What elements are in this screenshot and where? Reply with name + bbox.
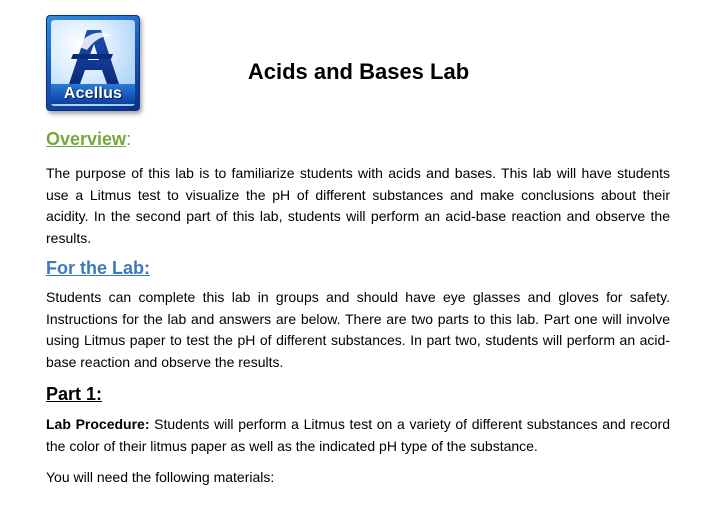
part1-heading: Part 1: [46,384,103,404]
for-the-lab-paragraph: Students can complete this lab in groups and should have eye glasses and gloves for safety. Instructions for the lab and answers are below. There are two parts to this lab. Part one will involve using Litmus paper to test the pH of different substances. In part two, students will perform an acid- base reaction and observe the results. [46,289,670,370]
materials-intro: You will need the following materials: [46,469,275,485]
logo-wordmark: Acellus [51,84,135,104]
overview-paragraph: The purpose of this lab is to familiarize students with acids and bases. This lab will have students use a Litmus test to visualize the pH of different substances and make conclusions about their acidity. In the second part of this lab, students will perform an acid-base reaction and observe the results. [46,165,670,246]
overview-heading-text: Overview [46,129,127,149]
lab-procedure-text: Students will perform a Litmus test on a variety of different substances and record the color of their litmus paper as well as the indicated pH type of the substance. [46,416,670,454]
document-body [46,126,670,489]
page-title: Acids and Bases Lab [247,59,470,84]
overview-heading-colon: : [126,129,132,149]
overview-heading [46,126,670,152]
lab-procedure-label: Lab Procedure: [46,416,150,432]
for-the-lab-heading: For the Lab: [46,258,150,278]
lab-procedure-paragraph [46,414,670,457]
acellus-logo-icon [46,15,140,111]
